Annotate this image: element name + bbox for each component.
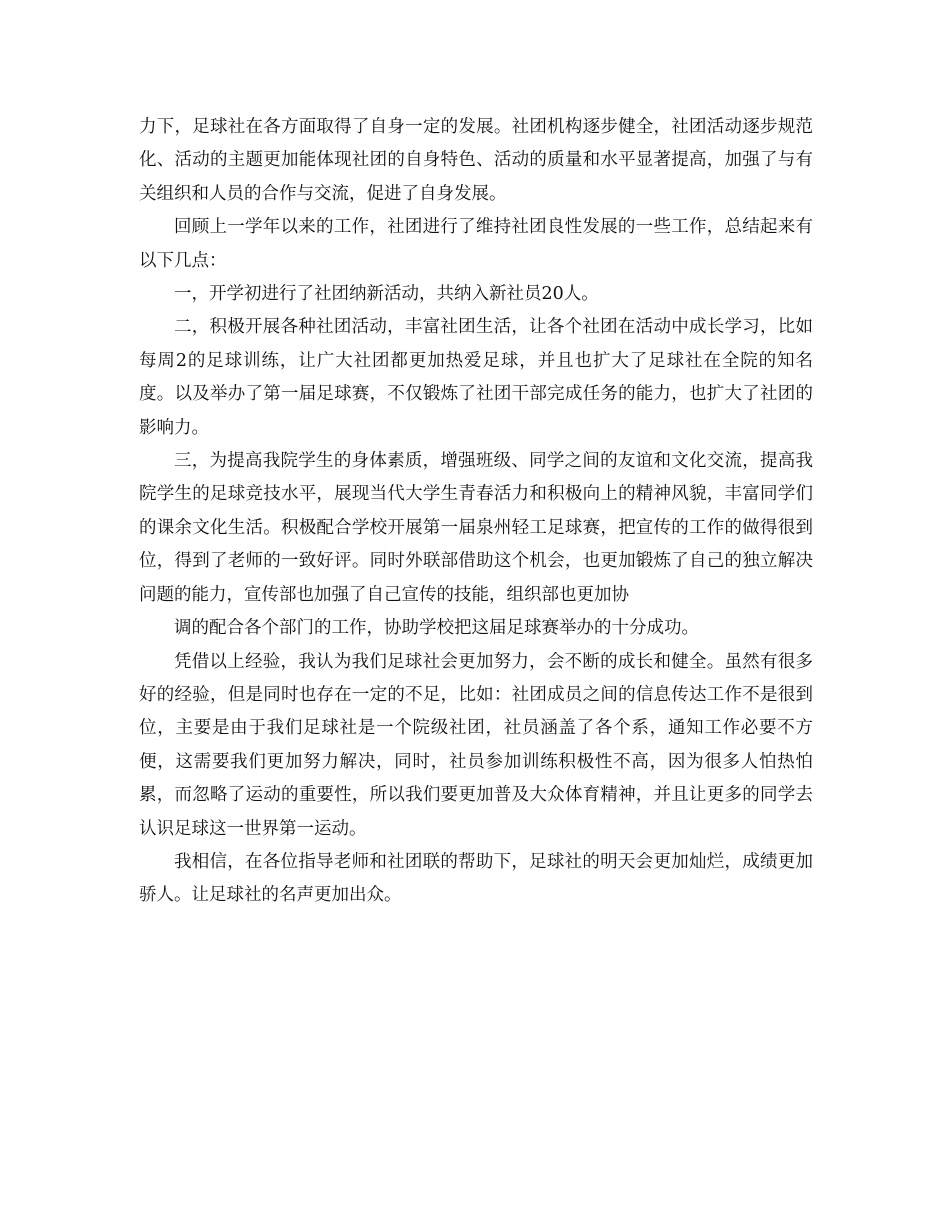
paragraph-continuation: 力下，足球社在各方面取得了自身一定的发展。社团机构逐步健全，社团活动逐步规范化、活动的主题更加能体现社团的自身特色、活动的质量和水平显著提高，加强了与有关组织和人员的合作与交流，促进了自身发展。 [139, 117, 813, 204]
paragraph-point-three-continued: 调的配合各个部门的工作，协助学校把这届足球赛举办的十分成功。 [174, 618, 699, 639]
document-body [139, 111, 813, 913]
paragraph-point-two: 二，积极开展各种社团活动，丰富社团生活，让各个社团在活动中成长学习，比如每周2的足球训练，让广大社团都更加热爱足球，并且也扩大了足球社在全院的知名度。以及举办了第一届足球赛，不仅锻炼了社团干部完成任务的能力，也扩大了社团的影响力。 [139, 317, 813, 438]
paragraph-experience: 凭借以上经验，我认为我们足球社会更加努力，会不断的成长和健全。虽然有很多好的经验，但是同时也存在一定的不足，比如：社团成员之间的信息传达工作不是很到位，主要是由于我们足球社是一个院级社团，社员涵盖了各个系，通知工作必要不方便，这需要我们更加努力解决，同时，社员参加训练积极性不高，因为很多人怕热怕累，而忽略了运动的重要性，所以我们要更加普及大众体育精神，并且让更多的同学去认识足球这一世界第一运动。 [139, 651, 813, 839]
paragraph-review-intro: 回顾上一学年以来的工作，社团进行了维持社团良性发展的一些工作，总结起来有以下几点： [139, 217, 813, 271]
paragraph-conclusion: 我相信，在各位指导老师和社团联的帮助下，足球社的明天会更加灿烂，成绩更加骄人。让足球社的名声更加出众。 [139, 851, 813, 906]
paragraph-point-one: 一，开学初进行了社团纳新活动，共纳入新社员20人。 [174, 284, 599, 305]
paragraph-point-three: 三，为提高我院学生的身体素质，增强班级、同学之间的友谊和文化交流，提高我院学生的足球竞技水平，展现当代大学生青春活力和积极向上的精神风貌，丰富同学们的课余文化生活。积极配合学校开展第一届泉州轻工足球赛，把宣传的工作的做得很到位，得到了老师的一致好评。同时外联部借助这个机会，也更加锻炼了自己的独立解决问题的能力，宣传部也加强了自己宣传的技能，组织部也更加协 [139, 451, 813, 605]
